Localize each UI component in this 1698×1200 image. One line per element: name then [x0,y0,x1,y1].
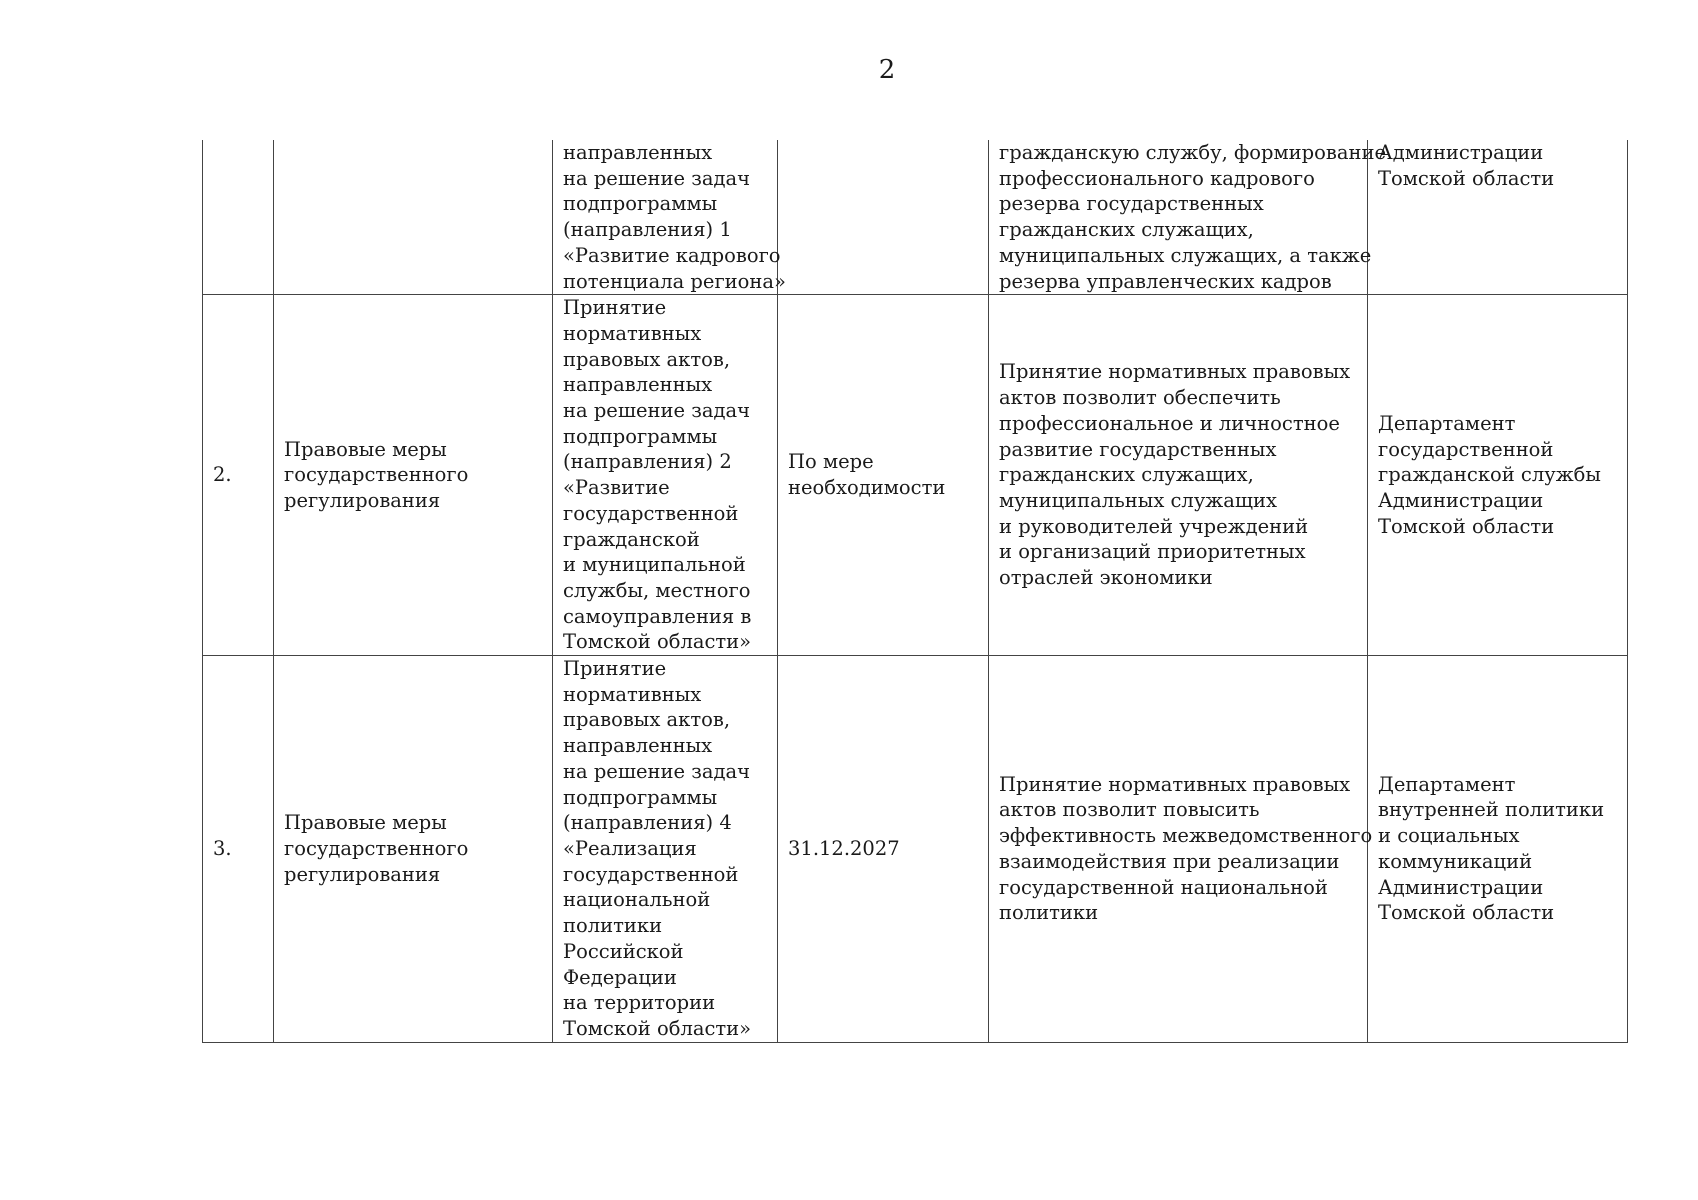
text-line: государственной национальной [999,875,1328,899]
cell-responsible [1368,295,1628,656]
measures-table-body [203,140,1628,1042]
text-line: 31.12.2027 [788,836,900,860]
text-line: «Реализация [563,836,697,860]
text-line: Томской области» [563,1016,752,1040]
text-line: Федерации [563,965,677,989]
text-line: необходимости [788,476,946,500]
text-line: Российской [563,939,684,963]
text-line: По мере [788,450,874,474]
text-line: правовых актов, [563,708,731,732]
text-line: Департамент [1378,411,1516,435]
cell-expected-result [989,140,1386,295]
text-line: актов позволит повысить [999,798,1260,822]
text-line: Администрации [1378,875,1544,899]
text-line: на решение задач [563,399,751,423]
text-line: «Развитие [563,476,670,500]
cell-deadline [778,295,989,656]
text-line: «Развитие кадрового [563,243,781,267]
cell-measure-type [274,656,553,1043]
text-line: политики [563,914,663,938]
text-line: самоуправления в [563,604,752,628]
text-line: Принятие [563,296,667,320]
page-number: 2 [878,55,896,85]
text-line: Принятие нормативных правовых [999,360,1351,384]
text-line: национальной [563,888,711,912]
text-line: гражданской [563,527,700,551]
text-line: отраслей экономики [999,566,1213,590]
text-line: и организаций приоритетных [999,540,1306,564]
cell-number: 3. [203,656,274,1043]
cell-measure-type [274,140,553,295]
text-line: и социальных [1378,824,1520,848]
text-line: гражданских служащих, [999,463,1254,487]
text-line: подпрограммы [563,192,718,216]
cell-description [553,656,778,1043]
table-row [203,140,1628,295]
text-line: (направления) 1 [563,218,732,242]
cell-deadline [778,656,989,1043]
cell-responsible [1368,140,1628,295]
text-line: подпрограммы [563,424,718,448]
text-line: на решение задач [563,759,751,783]
text-line: Томской области [1378,166,1555,190]
cell-expected-result [989,656,1373,1043]
text-line: и руководителей учреждений [999,514,1309,538]
text-line: Администрации [1378,141,1544,164]
text-line: резерва управленческих кадров [999,269,1332,293]
text-line: резерва государственных [999,192,1264,216]
text-line: потенциала региона» [563,269,786,293]
text-line: развитие государственных [999,437,1277,461]
text-line: муниципальных служащих, а также [999,243,1372,267]
text-line: службы, местного [563,578,751,602]
text-line: Томской области [1378,901,1555,925]
text-line: Томской области [1378,514,1555,538]
text-line: Правовые меры [284,811,447,835]
text-line: гражданских служащих, [999,218,1254,242]
cell-responsible [1368,656,1628,1043]
text-line: профессиональное и личностное [999,411,1340,435]
text-line: Правовые меры [284,437,447,461]
text-line: государственной [1378,437,1554,461]
cell-number [203,140,274,295]
text-line: на территории [563,991,716,1015]
cell-measure-type [274,295,553,656]
text-line: и муниципальной [563,553,746,577]
text-line: регулирования [284,862,441,886]
text-line: (направления) 2 [563,450,732,474]
text-line: Принятие нормативных правовых [999,772,1351,796]
text-line: Департамент [1378,772,1516,796]
text-line: эффективность межведомственного [999,824,1373,848]
table-row [203,656,1628,1043]
text-line: регулирования [284,488,441,512]
cell-deadline [778,140,989,295]
text-line: (направления) 4 [563,811,732,835]
text-line: государственной [563,862,739,886]
text-line: актов позволит обеспечить [999,386,1281,410]
text-line: подпрограммы [563,785,718,809]
cell-description [553,295,778,656]
text-line: на решение задач [563,166,751,190]
text-line: взаимодействия при реализации [999,849,1340,873]
measures-table [202,140,1628,1043]
text-line: Администрации [1378,488,1544,512]
cell-description [553,140,786,295]
text-line: Принятие [563,657,667,681]
text-line: гражданскую службу, формирование [999,141,1386,164]
text-line: государственного [284,463,469,487]
text-line: профессионального кадрового [999,166,1315,190]
text-line: государственного [284,836,469,860]
text-line: направленных [563,141,713,164]
text-line: нормативных [563,682,702,706]
text-line: гражданской службы [1378,463,1601,487]
cell-number: 2. [203,295,274,656]
text-line: направленных [563,373,713,397]
text-line: Томской области» [563,630,752,654]
text-line: направленных [563,734,713,758]
text-line: коммуникаций [1378,849,1533,873]
text-line: нормативных [563,321,702,345]
text-line: политики [999,901,1099,925]
text-line: муниципальных служащих [999,488,1277,512]
text-line: внутренней политики [1378,798,1605,822]
cell-expected-result [989,295,1368,656]
text-line: государственной [563,501,739,525]
text-line: правовых актов, [563,347,731,371]
table-row [203,295,1628,656]
